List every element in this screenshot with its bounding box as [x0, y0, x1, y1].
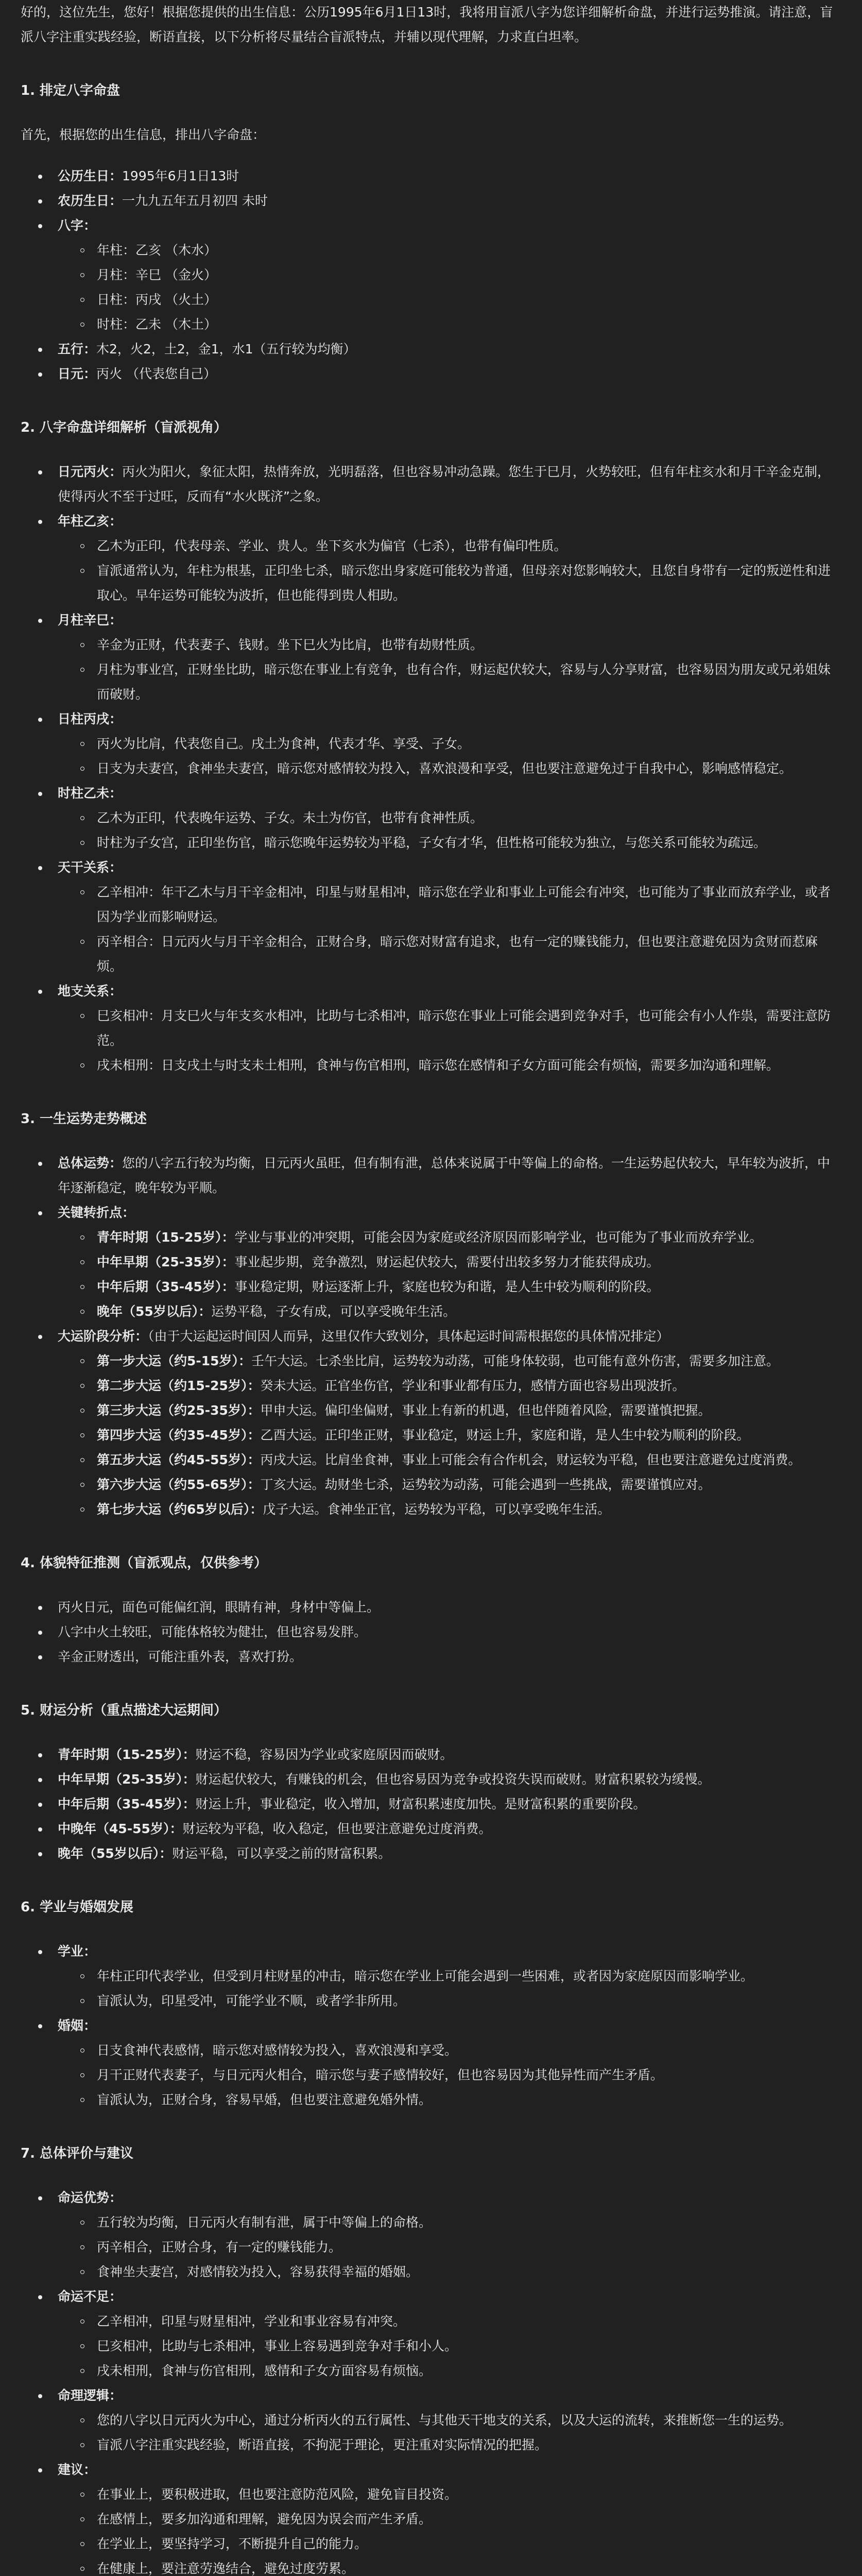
- sub-list: [58, 1225, 841, 1324]
- item-label: 建议：: [58, 2462, 97, 2477]
- item-label: 天干关系：: [58, 860, 123, 875]
- sub-list: [58, 2482, 841, 2576]
- sub-list-item: 中年早期（25-35岁）：事业起步期，竞争激烈，财运起伏较大，需要付出较多努力才能获得成功。: [78, 1250, 841, 1275]
- list-item: [21, 1151, 841, 1200]
- item-label: 命运不足：: [58, 2289, 123, 2304]
- item-label: 日柱丙戌：: [58, 711, 123, 726]
- sub-list: [58, 732, 841, 781]
- list-item: [21, 1742, 841, 1767]
- sub-list-item: 第三步大运（约25-35岁）：甲申大运。偏印坐偏财，事业上有新的机遇，但也伴随着风险，需要谨慎把握。: [78, 1398, 841, 1423]
- list-item: [21, 1841, 841, 1866]
- sub-list-item: 盲派通常认为，年柱为根基，正印坐七杀，暗示您出身家庭可能较为普通，但母亲对您影响较大，且您自身带有一定的叛逆性和进取心。早年运势可能较为波折，但也能得到贵人相助。: [78, 558, 841, 608]
- item-label: 中年后期（35-45岁）：: [58, 1797, 196, 1811]
- item-label: 农历生日：: [58, 193, 123, 208]
- item-text: （由于大运起运时间因人而异，这里仅作大致划分，具体起运时间需根据您的具体情况排定）: [148, 1329, 669, 1344]
- sub-list-item: 月干正财代表妻子，与日元丙火相合，暗示您与妻子感情较好，但也容易因为其他异性而产生矛盾。: [78, 2063, 841, 2088]
- item-text: 丙火为阳火，象征太阳，热情奔放，光明磊落，但也容易冲动急躁。您生于巳月，火势较旺，但有年柱亥水和月干辛金克制，使得丙火不至于过旺，反而有“水火既济”之象。: [58, 464, 831, 504]
- sub-list-item: 日支为夫妻宫，食神坐夫妻宫，暗示您对感情较为投入，喜欢浪漫和享受，但也要注意避免过于自我中心，影响感情稳定。: [78, 756, 841, 781]
- section-title-evaluation: 7. 总体评价与建议: [21, 2146, 134, 2161]
- sub-list-item: 第二步大运（约15-25岁）：癸未大运。正官坐伤官，学业和事业都有压力，感情方面也容易出现波折。: [78, 1374, 841, 1398]
- sub-list-item: 在健康上，要注意劳逸结合，避免过度劳累。: [78, 2556, 841, 2576]
- sub-list-item: 在学业上，要坚持学习，不断提升自己的能力。: [78, 2532, 841, 2556]
- sub-list-item: 丙火为比肩，代表您自己。戌土为食神，代表才华、享受、子女。: [78, 732, 841, 756]
- life-fortune-list: [21, 1151, 841, 1522]
- sub-list-item: 戌未相刑：日支戌土与时支未土相刑，食神与伤官相刑，暗示您在感情和子女方面可能会有烦恼，需要多加沟通和理解。: [78, 1053, 841, 1078]
- list-item: [21, 707, 841, 781]
- list-item: [21, 164, 841, 189]
- list-item: [21, 1645, 841, 1669]
- evaluation-list: [21, 2185, 841, 2576]
- item-text: 八字中火土较旺，可能体格较为健壮，但也容易发胖。: [58, 1624, 367, 1639]
- item-label: 婚姻：: [58, 2018, 97, 2033]
- section-paragraph: 首先，根据您的出生信息，排出八字命盘：: [21, 127, 266, 142]
- sub-list-item: 第四步大运（约35-45岁）：乙酉大运。正印坐正财，事业稳定，财运上升，家庭和谐，是人生中较为顺利的阶段。: [78, 1423, 841, 1448]
- sub-list: [58, 2309, 841, 2383]
- item-text: 木2，火2，土2，金1，水1（五行较为均衡）: [96, 342, 356, 357]
- sub-list-item: 乙辛相冲，印星与财星相冲，学业和事业容易有冲突。: [78, 2309, 841, 2334]
- list-item: [21, 460, 841, 509]
- sub-list-item: 月柱：辛巳 （金火）: [78, 263, 841, 287]
- sub-list-item: 您的八字以日元丙火为中心，通过分析丙火的五行属性、与其他天干地支的关系，以及大运的流转，来推断您一生的运势。: [78, 2408, 841, 2433]
- sub-list-item: 青年时期（15-25岁）：学业与事业的冲突期，可能会因为家庭或经济原因而影响学业，也可能为了事业而放弃学业。: [78, 1225, 841, 1250]
- sub-list: [58, 2408, 841, 2458]
- sub-list: [58, 2038, 841, 2112]
- item-label: 日元：: [58, 366, 97, 381]
- item-label: 晚年（55岁以后）：: [58, 1846, 173, 1861]
- sub-list-item: 在感情上，要多加沟通和理解，避免因为误会而产生矛盾。: [78, 2507, 841, 2532]
- sub-list-item: 巳亥相冲，比助与七杀相冲，事业上容易遇到竞争对手和小人。: [78, 2334, 841, 2359]
- sub-list-item: 第七步大运（约65岁以后）：戊子大运。食神坐正官，运势较为平稳，可以享受晚年生活。: [78, 1497, 841, 1522]
- sub-list: [58, 2210, 841, 2284]
- section-title-chart-analysis: 2. 八字命盘详细解析（盲派视角）: [21, 420, 228, 435]
- section-title-wealth: 5. 财运分析（重点描述大运期间）: [21, 1703, 228, 1718]
- sub-list-item: 戌未相刑，食神与伤官相刑，感情和子女方面容易有烦恼。: [78, 2359, 841, 2383]
- section-title-study-marriage: 6. 学业与婚姻发展: [21, 1900, 134, 1915]
- item-text: 财运起伏较大，有赚钱的机会，但也容易因为竞争或投资失误而破财。财富积累较为缓慢。: [195, 1772, 711, 1787]
- item-label: 地支关系：: [58, 984, 123, 998]
- item-text: 1995年6月1日13时: [122, 168, 239, 183]
- list-item: [21, 213, 841, 337]
- sub-list-item: 乙辛相冲：年干乙木与月干辛金相冲，印星与财星相冲，暗示您在学业和事业上可能会有冲突，也可能为了事业而放弃学业，或者因为学业而影响财运。: [78, 880, 841, 929]
- list-item: [21, 189, 841, 213]
- sub-list-item: 盲派认为，正财合身，容易早婚，但也要注意避免婚外情。: [78, 2088, 841, 2112]
- sub-list: [58, 633, 841, 707]
- sub-list-item: 日柱：丙戌 （火土）: [78, 287, 841, 312]
- item-label: 命运优势：: [58, 2190, 123, 2205]
- list-item: [21, 2013, 841, 2112]
- section-title-bazi-chart: 1. 排定八字命盘: [21, 83, 120, 98]
- item-label: 中年早期（25-35岁）：: [58, 1772, 196, 1787]
- list-item: [21, 2284, 841, 2383]
- sub-list-item: 时柱：乙未 （木土）: [78, 312, 841, 337]
- item-text: 丙火 （代表您自己）: [96, 366, 216, 381]
- item-text: 财运不稳，容易因为学业或家庭原因而破财。: [195, 1747, 453, 1762]
- sub-list: [58, 1964, 841, 2013]
- item-text: 财运平稳，可以享受之前的财富积累。: [172, 1846, 391, 1861]
- sub-list-item: 盲派认为，印星受冲，可能学业不顺，或者学非所用。: [78, 1989, 841, 2013]
- item-text: 一九九五年五月初四 未时: [122, 193, 268, 208]
- item-label: 大运阶段分析：: [58, 1329, 148, 1344]
- sub-list-item: 第六步大运（约55-65岁）：丁亥大运。劫财坐七杀，运势较为动荡，可能会遇到一些挑战，需要谨慎应对。: [78, 1472, 841, 1497]
- list-item: [21, 1939, 841, 2013]
- item-label: 月柱辛巳：: [58, 613, 123, 628]
- list-item: [21, 1792, 841, 1817]
- item-label: 公历生日：: [58, 168, 123, 183]
- sub-list-item: 第一步大运（约5-15岁）：壬午大运。七杀坐比肩，运势较为动荡，可能身体较弱，也可能有意外伤害，需要多加注意。: [78, 1349, 841, 1374]
- sub-list-item: 第五步大运（约45-55岁）：丙戌大运。比肩坐食神，事业上可能会有合作机会，财运较为平稳，但也要注意避免过度消费。: [78, 1448, 841, 1472]
- item-label: 青年时期（15-25岁）：: [58, 1747, 196, 1762]
- sub-list-item: 丙辛相合：日元丙火与月干辛金相合，正财合身，暗示您对财富有追求，也有一定的赚钱能力，但也要注意避免因为贪财而惹麻烦。: [78, 929, 841, 979]
- list-item: [21, 608, 841, 707]
- appearance-list: [21, 1595, 841, 1669]
- list-item: [21, 337, 841, 362]
- item-label: 五行：: [58, 342, 97, 357]
- item-label: 年柱乙亥：: [58, 514, 123, 529]
- sub-list: [58, 806, 841, 855]
- item-label: 总体运势：: [58, 1156, 123, 1171]
- sub-list-item: 中年后期（35-45岁）：事业稳定期，财运逐渐上升，家庭也较为和谐，是人生中较为顺利的阶段。: [78, 1275, 841, 1299]
- sub-list: [58, 534, 841, 608]
- sub-list-item: 五行较为均衡，日元丙火有制有泄，属于中等偏上的命格。: [78, 2210, 841, 2235]
- item-label: 中晚年（45-55岁）：: [58, 1821, 183, 1836]
- sub-list-item: 辛金为正财，代表妻子、钱财。坐下巳火为比肩，也带有劫财性质。: [78, 633, 841, 657]
- item-text: 您的八字五行较为均衡，日元丙火虽旺，但有制有泄，总体来说属于中等偏上的命格。一生运势起伏较大，早年较为波折，中年逐渐稳定，晚年较为平顺。: [58, 1156, 831, 1195]
- chart-analysis-list: [21, 460, 841, 1078]
- sub-list-item: 乙木为正印，代表母亲、学业、贵人。坐下亥水为偏官（七杀），也带有偏印性质。: [78, 534, 841, 558]
- sub-list-item: 在事业上，要积极进取，但也要注意防范风险，避免盲目投资。: [78, 2482, 841, 2507]
- item-text: 财运上升，事业稳定，收入增加，财富积累速度加快。是财富积累的重要阶段。: [195, 1797, 646, 1811]
- sub-list-item: 年柱正印代表学业，但受到月柱财星的冲击，暗示您在学业上可能会遇到一些困难，或者因为家庭原因而影响学业。: [78, 1964, 841, 1989]
- sub-list-item: 丙辛相合，正财合身，有一定的赚钱能力。: [78, 2235, 841, 2260]
- item-label: 关键转折点：: [58, 1205, 135, 1220]
- sub-list-item: 食神坐夫妻宫，对感情较为投入，容易获得幸福的婚姻。: [78, 2260, 841, 2284]
- item-label: 日元丙火：: [58, 464, 123, 479]
- item-label: 八字：: [58, 218, 97, 233]
- list-item: [21, 2458, 841, 2576]
- sub-list: [58, 238, 841, 337]
- item-text: 财运较为平稳，收入稳定，但也要注意避免过度消费。: [182, 1821, 492, 1836]
- sub-list: [58, 880, 841, 979]
- sub-list-item: 时柱为子女宫，正印坐伤官，暗示您晚年运势较为平稳，子女有才华，但性格可能较为独立，与您关系可能较为疏远。: [78, 831, 841, 855]
- list-item: [21, 1324, 841, 1522]
- list-item: [21, 781, 841, 855]
- item-label: 时柱乙未：: [58, 786, 123, 801]
- section-title-appearance: 4. 体貌特征推测（盲派观点，仅供参考）: [21, 1555, 268, 1571]
- list-item: [21, 979, 841, 1078]
- item-text: 辛金正财透出，可能注重外表，喜欢打扮。: [58, 1649, 303, 1664]
- sub-list-item: 日支食神代表感情，暗示您对感情较为投入，喜欢浪漫和享受。: [78, 2038, 841, 2063]
- list-item: [21, 362, 841, 386]
- list-item: [21, 855, 841, 979]
- sub-list: [58, 1349, 841, 1522]
- sub-list-item: 盲派八字注重实践经验，断语直接，不拘泥于理论，更注重对实际情况的把握。: [78, 2433, 841, 2458]
- section-title-life-fortune: 3. 一生运势走势概述: [21, 1111, 147, 1127]
- list-item: [21, 2383, 841, 2458]
- list-item: [21, 1817, 841, 1841]
- bazi-chart-list: [21, 164, 841, 386]
- wealth-list: [21, 1742, 841, 1866]
- sub-list: [58, 1004, 841, 1078]
- sub-list-item: 乙木为正印，代表晚年运势、子女。未土为伤官，也带有食神性质。: [78, 806, 841, 831]
- list-item: [21, 2185, 841, 2284]
- list-item: [21, 509, 841, 608]
- list-item: [21, 1620, 841, 1645]
- sub-list-item: 晚年（55岁以后）：运势平稳，子女有成，可以享受晚年生活。: [78, 1299, 841, 1324]
- sub-list-item: 月柱为事业宫，正财坐比助，暗示您在事业上有竞争，也有合作，财运起伏较大，容易与人分享财富，也容易因为朋友或兄弟姐妹而破财。: [78, 657, 841, 707]
- intro-paragraph: 好的，这位先生，您好！根据您提供的出生信息：公历1995年6月1日13时，我将用盲派八字为您详细解析命盘，并进行运势推演。请注意，盲派八字注重实践经验，断语直接，以下分析将尽量结合盲派特点，并辅以现代理解，力求直白坦率。: [21, 5, 833, 44]
- list-item: [21, 1595, 841, 1620]
- sub-list-item: 年柱：乙亥 （木水）: [78, 238, 841, 263]
- study-marriage-list: [21, 1939, 841, 2112]
- list-item: [21, 1767, 841, 1792]
- item-text: 丙火日元，面色可能偏红润，眼睛有神，身材中等偏上。: [58, 1600, 380, 1615]
- list-item: [21, 1200, 841, 1324]
- sub-list-item: 巳亥相冲：月支巳火与年支亥水相冲，比助与七杀相冲，暗示您在事业上可能会遇到竞争对手，也可能会有小人作祟，需要注意防范。: [78, 1004, 841, 1053]
- item-label: 学业：: [58, 1944, 97, 1959]
- item-label: 命理逻辑：: [58, 2388, 123, 2403]
